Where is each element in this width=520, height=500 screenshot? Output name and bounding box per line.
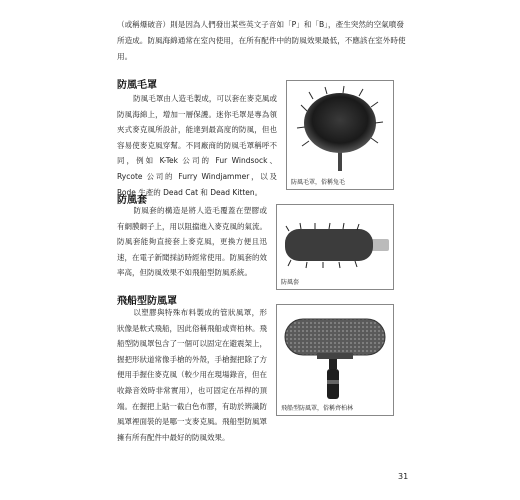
- section-text-blimp: 以塑膠與特殊布料製成的管狀風罩，形狀像是軟式飛船，因此俗稱飛船或齊柏林。飛船型防風罩包含了一個可以固定在避震架上，握把形狀道常像手槍的外殼，手槍握把除了方便用手握住麥克風（較少用在現場錄音，但在收錄音效時非常實用），也可固定在吊桿的頂端。在握把上貼一截白色布膠，有助於辨識防風罩裡面裝的是哪一支麥克風。飛船型防風罩擁有所有配件中最好的防風效果。: [117, 308, 267, 442]
- page-number: 31: [398, 472, 409, 481]
- intro-paragraph: （或稱爆破音）則是因為人們發出某些英文子音如「P」和「B」，產生突然的空氣噴發所造成。防風海綿通常在室內使用，在所有配件中的防風效果最低，不應該在室外時使用。: [117, 20, 406, 61]
- figure-blimp: [276, 304, 394, 416]
- figure-caption: 防風套: [281, 279, 300, 286]
- fur-windscreen-image: [287, 81, 393, 189]
- figure-fur-cover: [286, 80, 394, 190]
- section-text-fur-cover: 防風毛罩由人造毛製成，可以套在麥克風或防風海綿上，增加一層保護。迷你毛罩是專為領夾式麥克風所設計，能達到最高度的防風，但也容易使麥克風穿幫。不同廠商的防風毛罩稱呼不同，例如 K-Tek 公司的 Fur Windsock、Rycote 公司的 Furry Windjammer，以及 Rode 生產的 Dead Cat 和 Dead Kitten。: [117, 94, 277, 197]
- figure-windsock: [276, 204, 394, 290]
- figure-caption: 飛船型防風罩，俗稱齊柏林: [281, 405, 354, 412]
- section-heading-fur-cover: 防風毛罩: [117, 80, 157, 91]
- section-heading-blimp: 飛船型防風罩: [117, 296, 177, 307]
- figure-caption: 防風毛罩，俗稱兔毛: [291, 179, 346, 186]
- section-heading-windsock: 防風套: [117, 195, 147, 206]
- blimp-windshield-image: [277, 305, 393, 415]
- section-text-windsock: 防風套的構造是將人造毛覆蓋在塑膠或有網膜網子上，用以阻擋進入麥克風的氣流。防風套能夠直接套上麥克風，更換方便且迅速，在電子新聞採訪時經常使用。防風套的效率高，但防風效果不如飛船型防風系統。: [117, 206, 267, 278]
